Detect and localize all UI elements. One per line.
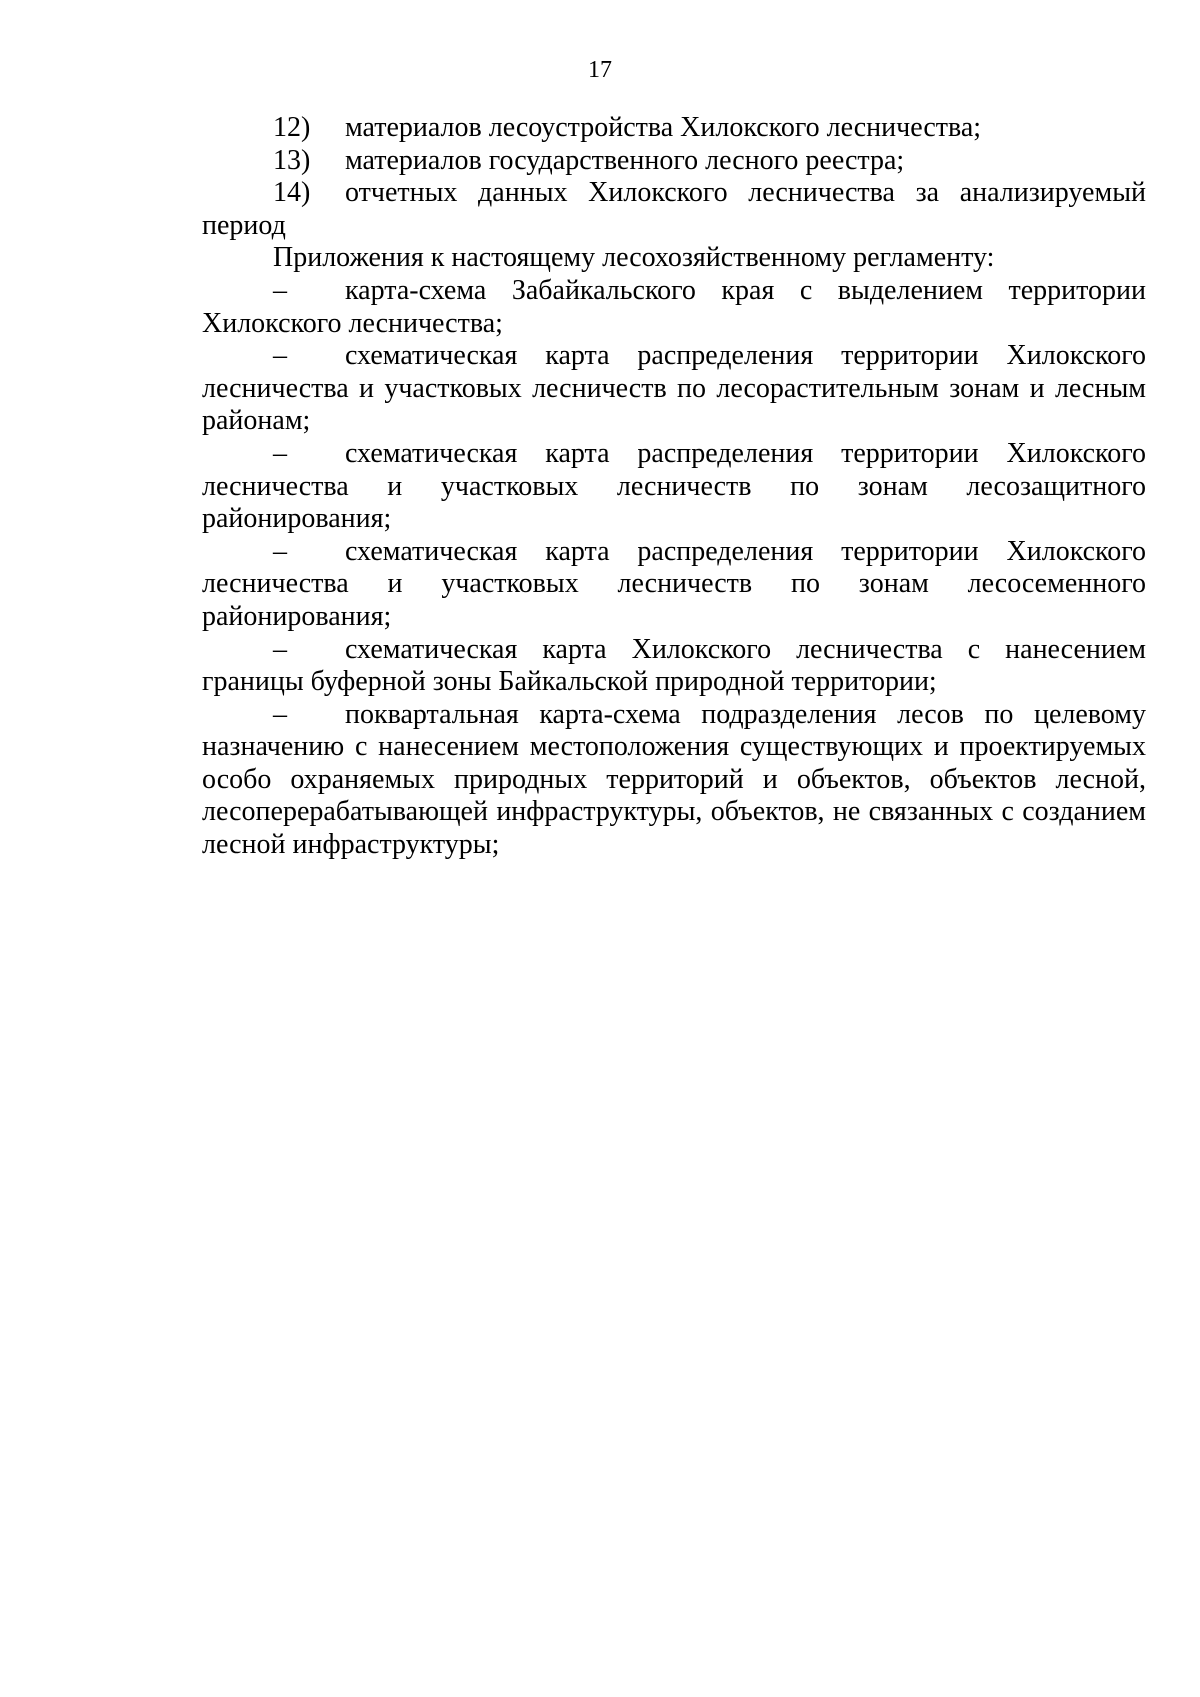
appendix-heading: Приложения к настоящему лесохозяйственному регламенту: <box>273 242 995 274</box>
item-marker: 12) <box>273 112 311 143</box>
item-text: карта-схема Забайкальского края с выделением территории Хилокского лесничества; <box>202 274 1146 339</box>
item-text: поквартальная карта-схема подразделения лесов по целевому назначению с нанесением местоположения существующих и проектируемых особо охраняемых природных территорий и объектов, объектов лесной, лесоперерабатывающей инфраструктуры, объектов, не связанных с созданием лесной инфраструктуры; <box>202 698 1146 861</box>
page-number: 17 <box>588 57 612 83</box>
numbered-item-12 <box>202 112 1146 145</box>
appendix-item <box>202 699 1146 862</box>
dash-marker: – <box>273 340 287 372</box>
dash-marker: – <box>273 535 287 567</box>
item-text: схематическая карта Хилокского лесничества с нанесением границы буферной зоны Байкальской природной территории; <box>202 633 1146 698</box>
item-text: схематическая карта распределения территории Хилокского лесничества и участковых лесничеств по лесорастительным зонам и лесным районам; <box>202 340 1146 437</box>
appendix-item <box>202 536 1146 634</box>
dash-marker: – <box>273 274 287 306</box>
dash-marker: – <box>273 633 287 665</box>
dash-marker: – <box>273 698 287 730</box>
numbered-item-13 <box>202 145 1146 178</box>
appendix-item <box>202 340 1146 438</box>
item-text: материалов государственного лесного реестра; <box>345 144 905 176</box>
dash-marker: – <box>273 437 287 469</box>
appendix-item <box>202 275 1146 340</box>
item-marker: 13) <box>273 144 311 176</box>
item-text: схематическая карта распределения территории Хилокского лесничества и участковых лесничеств по зонам лесозащитного районирования; <box>202 437 1146 535</box>
numbered-item-14 <box>202 177 1146 242</box>
item-text: схематическая карта распределения территории Хилокского лесничества и участковых лесничеств по зонам лесосеменного районирования; <box>202 535 1146 632</box>
appendix-item <box>202 634 1146 699</box>
appendix-item <box>202 438 1146 536</box>
document-body <box>202 112 1146 862</box>
item-marker: 14) <box>273 177 311 209</box>
item-text: отчетных данных Хилокского лесничества за анализируемый период <box>202 177 1146 241</box>
item-text: материалов лесоустройства Хилокского лесничества; <box>345 112 982 143</box>
